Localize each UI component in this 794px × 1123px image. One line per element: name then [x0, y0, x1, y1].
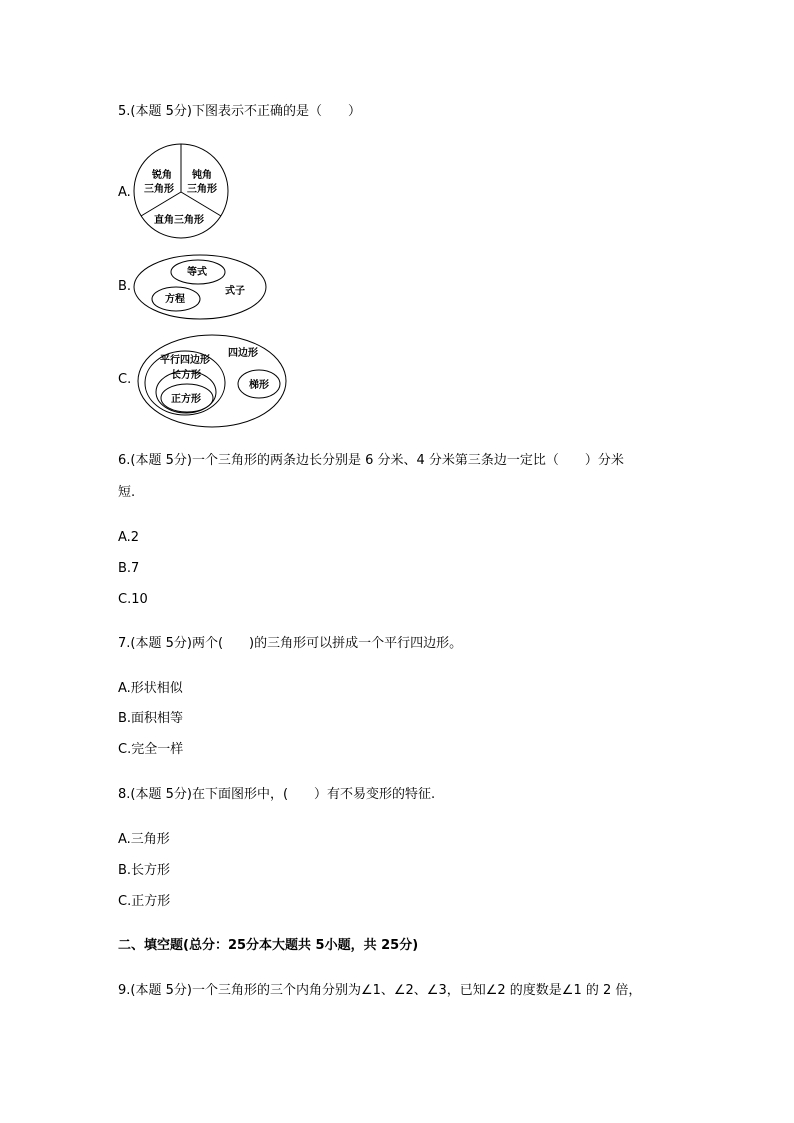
diagram-c-square-label: 正方形 — [171, 394, 201, 405]
question-6-option-a: A.2 — [118, 530, 140, 545]
diagram-b-expression-sets — [133, 254, 268, 320]
diagram-b-equation-label: 方程 — [165, 294, 185, 305]
question-6-option-b: B.7 — [118, 561, 140, 576]
question-6-text-line2: 短. — [118, 485, 136, 500]
question-5-text: 5.(本题 5分)下图表示不正确的是（ ） — [118, 104, 361, 119]
section-2-heading: 二、填空题(总分：25分本大题共 5小题，共 25分) — [118, 938, 419, 953]
option-a-label: A. — [118, 185, 131, 200]
question-8-option-a: A.三角形 — [118, 832, 170, 847]
diagram-a-acute-label: 锐角 — [152, 170, 172, 181]
option-c-label: C. — [118, 372, 132, 387]
diagram-c-quadrilateral-label: 四边形 — [228, 348, 258, 359]
diagram-c-rectangle-label: 长方形 — [171, 370, 201, 381]
question-7-text: 7.(本题 5分)两个( )的三角形可以拼成一个平行四边形。 — [118, 636, 463, 651]
diagram-a-obtuse-label: 钝角 — [192, 170, 212, 181]
diagram-b-equality-label: 等式 — [187, 267, 207, 278]
option-b-label: B. — [118, 279, 132, 294]
diagram-c-quadrilateral-sets — [137, 333, 287, 429]
question-7-option-b: B.面积相等 — [118, 711, 184, 726]
question-7-option-c: C.完全一样 — [118, 742, 184, 757]
question-8-option-c: C.正方形 — [118, 894, 171, 909]
question-8-text: 8.(本题 5分)在下面图形中，( ）有不易变形的特征. — [118, 787, 436, 802]
diagram-b-expression-label: 式子 — [225, 286, 245, 297]
diagram-a-obtuse-label-2: 三角形 — [187, 184, 217, 195]
diagram-a-right-label: 直角三角形 — [154, 215, 204, 226]
diagram-a-triangle-classification — [132, 142, 232, 242]
question-6-option-c: C.10 — [118, 592, 148, 607]
question-9-text: 9.(本题 5分)一个三角形的三个内角分别为∠1、∠2、∠3，已知∠2 的度数是∠1 的 2 倍， — [118, 983, 642, 998]
diagram-c-trapezoid-label: 梯形 — [249, 380, 269, 391]
diagram-a-acute-label-2: 三角形 — [144, 184, 174, 195]
question-7-option-a: A.形状相似 — [118, 681, 183, 696]
question-6-text-line1: 6.(本题 5分)一个三角形的两条边长分别是 6 分米、4 分米第三条边一定比（ ）分米 — [118, 453, 624, 468]
diagram-c-parallelogram-label: 平行四边形 — [160, 355, 210, 366]
question-8-option-b: B.长方形 — [118, 863, 171, 878]
